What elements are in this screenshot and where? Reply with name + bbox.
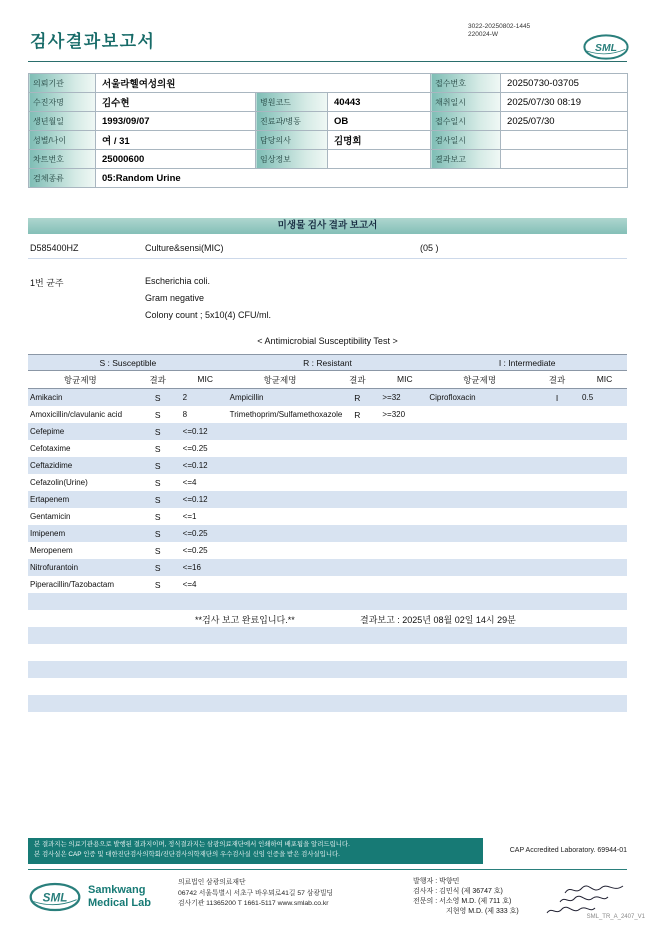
examiner-line: 검사자 : 김민식 (제 36747 호) [413,888,503,896]
ast-row [28,491,627,508]
field-value: 40443 [328,93,431,112]
header-group [28,374,228,386]
strain-block [28,274,627,325]
col-drug: 항균제명 [63,374,97,385]
organization-name: 의료법인 삼광의료재단 [178,879,246,886]
brand-line-2: Medical Lab [88,896,151,909]
gram-result: Gram negative [145,293,205,303]
drug-name: Ertapenem [30,494,70,504]
ast-cell [28,563,228,573]
table-row [29,74,628,93]
ast-row [28,576,627,593]
mic-value: 8 [182,409,188,419]
legend-susceptible: S : Susceptible [99,357,157,368]
ast-cell [228,393,428,403]
ast-cell [427,393,627,403]
field-value: 서울라헬여성의원 [96,74,431,93]
drug-name: Piperacillin/Tazobactam [30,579,115,589]
ast-row [28,457,627,474]
susceptibility-legend [28,354,627,371]
cap-accreditation-note: CAP Accredited Laboratory. 69944-01 [509,847,627,854]
document-codes [468,23,530,40]
field-label: 생년월일 [29,112,96,131]
svg-text:SML: SML [595,43,617,54]
section-header: 미생물 검사 결과 보고서 [28,218,627,234]
susceptibility-result: S [154,409,161,420]
result-reported-at: 결과보고 : 2025년 08월 02일 14시 29분 [360,615,516,625]
ast-row [28,525,627,542]
susceptibility-result: R [354,392,361,403]
susceptibility-result: S [154,392,161,403]
patient-info-table [28,73,628,188]
field-label: 채취일시 [431,93,501,112]
ast-cell [28,444,228,454]
ast-title: < Antimicrobial Susceptibility Test > [257,336,398,346]
susceptibility-result: S [154,477,161,488]
specialist-line-2: 지현영 M.D. (제 333 호) [446,908,519,916]
drug-name: Nitrofurantoin [30,562,79,572]
susceptibility-result: I [555,392,559,403]
test-code-row [28,240,627,259]
mic-value: <=0.12 [182,460,208,470]
col-result: 결과 [349,374,366,385]
field-label: 검사일시 [431,131,501,150]
ast-row [28,542,627,559]
field-value: 20250730-03705 [501,74,628,93]
mic-value: <=0.12 [182,426,208,436]
mic-value: <=1 [182,511,197,521]
test-name: Culture&sensi(MIC) [145,243,224,253]
drug-name: Ceftazidime [30,460,73,470]
susceptibility-result: S [154,443,161,454]
title-divider [28,61,627,62]
disclaimer-line-1: 본 결과지는 의료기관용으로 발행된 결과지이며, 정식결과지는 삼광의료재단에서 인쇄하여 배포됨을 알려드립니다. [34,841,350,848]
field-label: 검체종류 [29,169,96,188]
mic-value: >=320 [382,409,406,419]
field-label: 병원코드 [256,93,328,112]
ast-cell [228,410,428,420]
field-value: 여 / 31 [96,131,256,150]
col-mic: MIC [397,373,413,384]
disclaimer-banner [28,838,483,864]
susceptibility-result: R [354,409,361,420]
field-value: 김수현 [96,93,256,112]
table-row [29,131,628,150]
field-value [501,131,628,150]
brand-block [28,876,178,918]
colony-row [28,308,627,325]
ast-cell [28,580,228,590]
drug-name: Cefotaxime [30,443,71,453]
empty-row [28,593,627,610]
table-row [29,93,628,112]
empty-row [28,644,627,661]
organization-contact: 검사기관 11365200 T 1661-5117 www.smlab.co.kr [178,900,329,908]
drug-name: Meropenem [30,545,73,555]
susceptibility-result: S [154,562,161,573]
mic-value: <=0.12 [182,494,208,504]
ast-row [28,440,627,457]
mic-value: >=32 [382,392,401,402]
susceptibility-result: S [154,511,161,522]
table-row [29,112,628,131]
doc-code-2: 220024-W [468,31,498,39]
strain-row [28,274,627,291]
drug-name: Cefazolin(Urine) [30,477,88,487]
field-label: 담당의사 [256,131,328,150]
address-block [178,876,413,918]
ast-row [28,406,627,423]
susceptibility-result: S [154,579,161,590]
field-label: 차트번호 [29,150,96,169]
header-group [427,374,627,386]
col-mic: MIC [596,373,613,384]
ast-cell [28,546,228,556]
field-value: 1993/09/07 [96,112,256,131]
ast-cell [28,478,228,488]
field-value: 05:Random Urine [96,169,628,188]
mic-value: <=4 [182,579,197,589]
ast-row [28,508,627,525]
empty-row [28,627,627,644]
ast-column-headers [28,371,627,389]
brand-name [88,884,151,909]
disclaimer-line-2: 본 검사실은 CAP 인증 및 대한진단검사의학회/진단검사의학재단의 우수검사실 신임 인증을 받은 검사실입니다. [34,851,340,859]
mic-value: 2 [182,392,188,402]
colony-count: Colony count ; 5x10(4) CFU/ml. [145,310,272,320]
susceptibility-result: S [154,426,161,437]
field-value [328,150,431,169]
drug-name: Ciprofloxacin [429,392,476,402]
footer [28,876,627,918]
field-label: 결과보고 [431,150,501,169]
drug-name: Cefepime [30,426,65,436]
ast-cell [28,410,228,420]
field-label: 수진자명 [29,93,96,112]
mic-value: <=0.25 [182,545,208,555]
form-version-code: SML_TR_A_2407_V1 [586,914,645,920]
sml-logo [28,881,82,913]
page-title: 검사결과보고서 [30,32,156,51]
drug-name: Trimethoprim/Sulfamethoxazole [229,409,343,419]
table-row [29,169,628,188]
ast-row [28,389,627,406]
tail-rows [28,593,627,712]
drug-name: Gentamicin [30,511,71,521]
field-value: 2025/07/30 [501,112,628,131]
test-code: D585400HZ [30,243,79,253]
field-label: 접수일시 [431,112,501,131]
completion-message: **검사 보고 완료입니다.** [195,615,295,625]
mic-value: <=0.25 [182,443,208,453]
ast-cell [28,529,228,539]
empty-row [28,695,627,712]
organism-name: Escherichia coli. [145,276,211,286]
ast-cell [28,495,228,505]
specialist-line-1: 전문의 : 서소영 M.D. (제 711 호) [413,898,512,906]
mic-value: <=4 [182,477,197,487]
susceptibility-result: S [154,460,161,471]
drug-name: Imipenem [30,528,66,538]
susceptibility-result: S [154,545,161,556]
field-label: 의뢰기관 [29,74,96,93]
ast-row [28,474,627,491]
col-result: 결과 [149,374,166,385]
specimen-code: (05 ) [420,243,439,253]
organization-address: 06742 서울특별시 서초구 바우뫼로41길 57 삼광빌딩 [178,889,334,897]
staff-block [413,876,627,918]
susceptibility-result: S [154,494,161,505]
drug-name: Amikacin [30,392,63,402]
brand-line-1: Samkwang [88,884,146,897]
mic-value: <=16 [182,562,201,572]
field-label: 접수번호 [431,74,501,93]
col-drug: 항균제명 [463,374,497,385]
sml-logo [582,33,630,61]
empty-row [28,678,627,695]
col-result: 결과 [548,374,566,385]
header-group [228,374,428,386]
ast-table-body [28,389,627,593]
gram-row [28,291,627,308]
field-value: 2025/07/30 08:19 [501,93,628,112]
legend-resistant: R : Resistant [303,357,352,368]
ast-cell [28,512,228,522]
svg-text:SML: SML [42,891,68,905]
strain-label: 1번 균주 [30,278,64,288]
ast-cell [28,461,228,471]
ast-row [28,559,627,576]
drug-name: Amoxicillin/clavulanic acid [30,409,123,419]
issuer-line: 발행자 : 박향민 [413,878,460,885]
drug-name: Ampicillin [229,392,264,402]
legend-intermediate: I : Intermediate [498,357,556,368]
col-drug: 항균제명 [263,374,297,385]
field-value [501,150,628,169]
field-value: 김명희 [328,131,431,150]
empty-row [28,661,627,678]
mic-value: <=0.25 [182,528,208,538]
ast-cell [28,427,228,437]
field-label: 임상정보 [256,150,328,169]
col-mic: MIC [197,373,213,384]
ast-cell [28,393,228,403]
footer-divider [28,869,627,870]
field-label: 성별/나이 [29,131,96,150]
ast-row [28,423,627,440]
field-value: OB [328,112,431,131]
mic-value: 0.5 [582,392,594,402]
completion-row [28,610,627,627]
susceptibility-result: S [154,528,161,539]
table-row [29,150,628,169]
doc-code-1: 3022-20250802-1445 [468,23,531,30]
field-label: 진료과/병동 [256,112,328,131]
field-value: 25000600 [96,150,256,169]
